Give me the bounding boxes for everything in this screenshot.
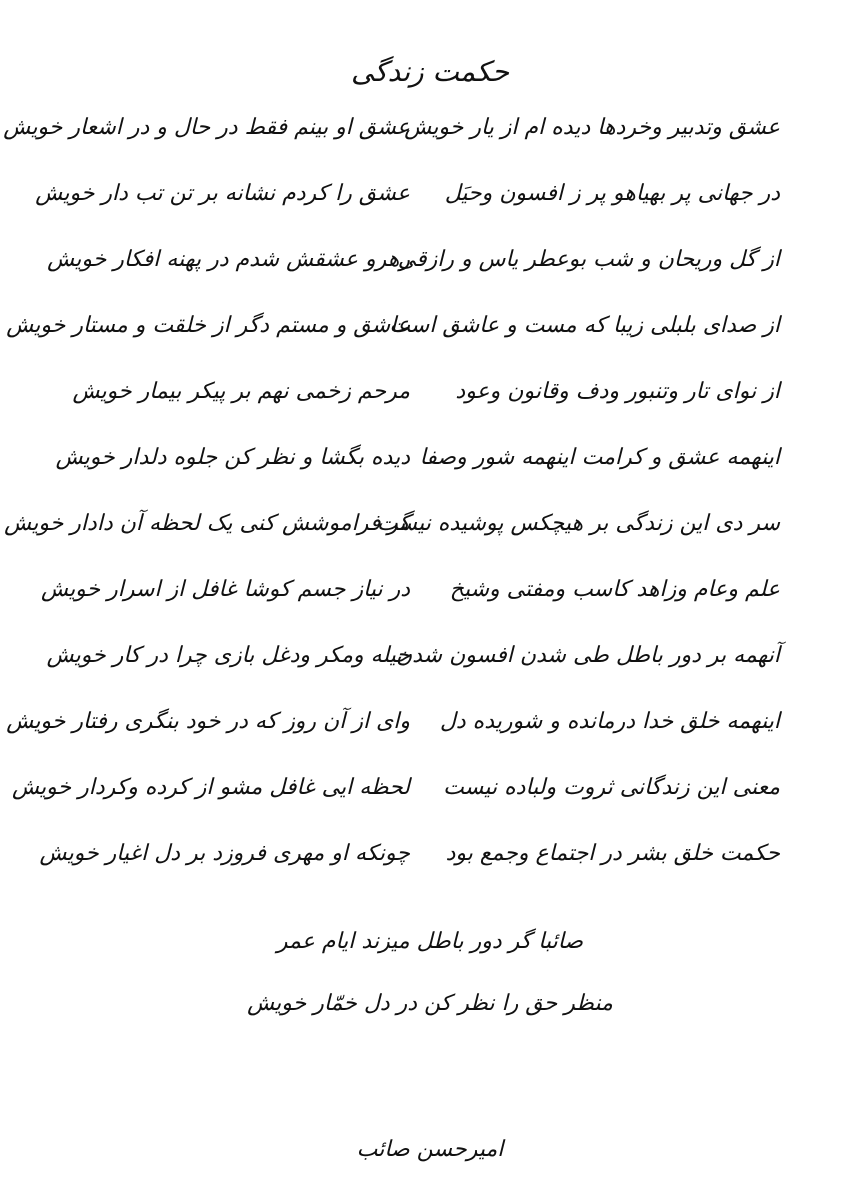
second-hemistich: لحظه ایی غافل مشو از کرده وکردار خویش	[11, 775, 410, 800]
first-hemistich: سر دی این زندگی بر هیچکس پوشیده نیست	[376, 511, 780, 536]
closing-couplet	[0, 922, 860, 1046]
couplet	[46, 636, 780, 702]
second-hemistich: چونکه او مهری فروزد بر دل اغیار خویش	[39, 841, 410, 866]
first-hemistich: معنی این زندگانی ثروت ولباده نیست	[443, 775, 780, 800]
couplet	[55, 438, 780, 504]
second-hemistich: دیده بگشا و نظر کن جلوه دلدار خویش	[55, 445, 410, 470]
couplet	[3, 108, 780, 174]
second-hemistich: عشق را کردم نشانه بر تن تب دار خویش	[35, 181, 410, 206]
couplet	[11, 768, 780, 834]
couplet	[72, 372, 780, 438]
first-hemistich: اینهمه عشق و کرامت اینهمه شور وصفا	[419, 445, 780, 470]
second-hemistich: عاشق و مستم دگر از خلقت و مستار خویش	[6, 313, 410, 338]
couplet	[4, 504, 780, 570]
first-hemistich: عشق وتدبیر وخردها دیده ام از یار خویش	[404, 115, 780, 140]
closing-first-line: صائبا گر دور باطل میزند ایام عمر	[276, 929, 584, 954]
second-hemistich: در نیاز جسم کوشا غافل از اسرار خویش	[41, 577, 410, 602]
second-hemistich: وای از آن روز که در خود بنگری رفتار خویش	[6, 709, 410, 734]
couplet	[6, 702, 780, 768]
couplet-list	[3, 108, 780, 900]
first-hemistich: حکمت خلق بشر در اجتماع وجمع بود	[445, 841, 780, 866]
couplet	[35, 174, 780, 240]
couplet	[39, 834, 780, 900]
second-hemistich: عشق او بینم فقط در حال و در اشعار خویش	[3, 115, 410, 140]
first-hemistich: از صدای بلبلی زیبا که مست و عاشق است	[389, 313, 780, 338]
first-hemistich: آنهمه بر دور باطل طی شدن افسون شدن	[395, 643, 780, 668]
first-hemistich: از نوای تار وتنبور ودف وقانون وعود	[455, 379, 780, 404]
first-hemistich: در جهانی پر بهیاهو پر ز افسون وحیَل	[444, 181, 780, 206]
second-hemistich: رهرو عشقش شدم در پهنه افکار خویش	[47, 247, 410, 272]
second-hemistich: حیله ومکر ودغل بازی چرا در کار خویش	[46, 643, 410, 668]
second-hemistich: مرحم زخمی نهم بر پیکر بیمار خویش	[72, 379, 410, 404]
first-hemistich: از گل وریحان و شب بوعطر یاس و رازقی	[397, 247, 780, 272]
first-hemistich: علم وعام وزاهد کاسب ومفتی وشیخ	[449, 577, 780, 602]
couplet	[41, 570, 780, 636]
couplet	[6, 306, 780, 372]
poem-title: حکمت زندگی	[350, 55, 510, 88]
second-hemistich: گر فراموشش کنی یک لحظه آن دادار خویش	[4, 511, 410, 536]
poet-signature: امیرحسن صائب	[356, 1137, 504, 1162]
first-hemistich: اینهمه خلق خدا درمانده و شوریده دل	[439, 709, 780, 734]
couplet	[47, 240, 780, 306]
closing-second-line: منظر حق را نظر کن در دل خمّار خویش	[247, 991, 613, 1016]
